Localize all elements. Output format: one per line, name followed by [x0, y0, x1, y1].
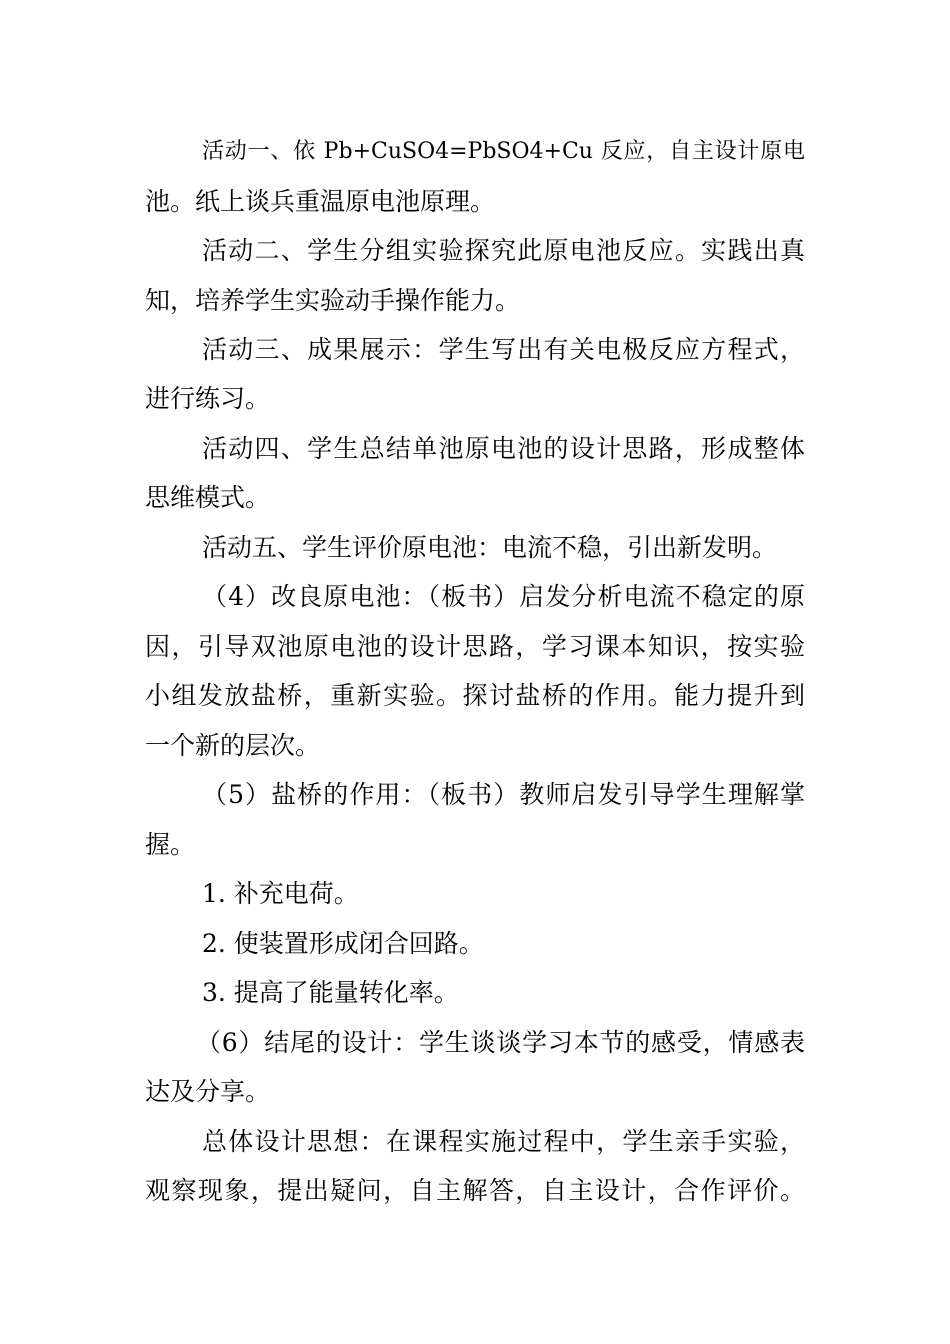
paragraph-line: 活动一、依 Pb+CuSO4=PbSO4+Cu 反应，自主设计原电 — [202, 139, 805, 164]
paragraph-line: 活动三、成果展示：学生写出有关电极反应方程式， — [202, 335, 805, 364]
paragraph-line: 因，引导双池原电池的设计思路，学习课本知识，按实验 — [145, 632, 805, 661]
paragraph-line: 活动二、学生分组实验探究此原电池反应。实践出真 — [202, 236, 805, 265]
paragraph-line: （4）改良原电池：（板书）启发分析电流不稳定的原 — [202, 582, 805, 611]
paragraph-line: （6）结尾的设计：学生谈谈学习本节的感受，情感表 — [196, 1028, 805, 1057]
paragraph-line: 池。纸上谈兵重温原电池原理。 — [145, 187, 496, 216]
paragraph-line: 活动四、学生总结单池原电池的设计思路，形成整体 — [202, 434, 805, 463]
paragraph-line: 握。 — [145, 830, 196, 859]
paragraph-line: 进行练习。 — [145, 384, 271, 413]
paragraph-line: 一个新的层次。 — [145, 731, 321, 760]
paragraph-line: 小组发放盐桥，重新实验。探讨盐桥的作用。能力提升到 — [145, 681, 805, 710]
paragraph-line: 总体设计思想：在课程实施过程中，学生亲手实验， — [202, 1127, 805, 1156]
paragraph-line: 思维模式。 — [145, 483, 271, 512]
list-item: 2. 使装置形成闭合回路。 — [202, 929, 484, 958]
list-item: 3. 提高了能量转化率。 — [202, 978, 459, 1007]
list-item: 1. 补充电荷。 — [202, 879, 359, 908]
paragraph-line: （5）盐桥的作用：（板书）教师启发引导学生理解掌 — [202, 780, 805, 809]
paragraph-line: 观察现象，提出疑问，自主解答，自主设计，合作评价。 — [145, 1176, 805, 1205]
paragraph-line: 活动五、学生评价原电池：电流不稳，引出新发明。 — [202, 533, 778, 562]
paragraph-line: 达及分享。 — [145, 1077, 271, 1106]
paragraph-line: 知，培养学生实验动手操作能力。 — [145, 286, 521, 315]
